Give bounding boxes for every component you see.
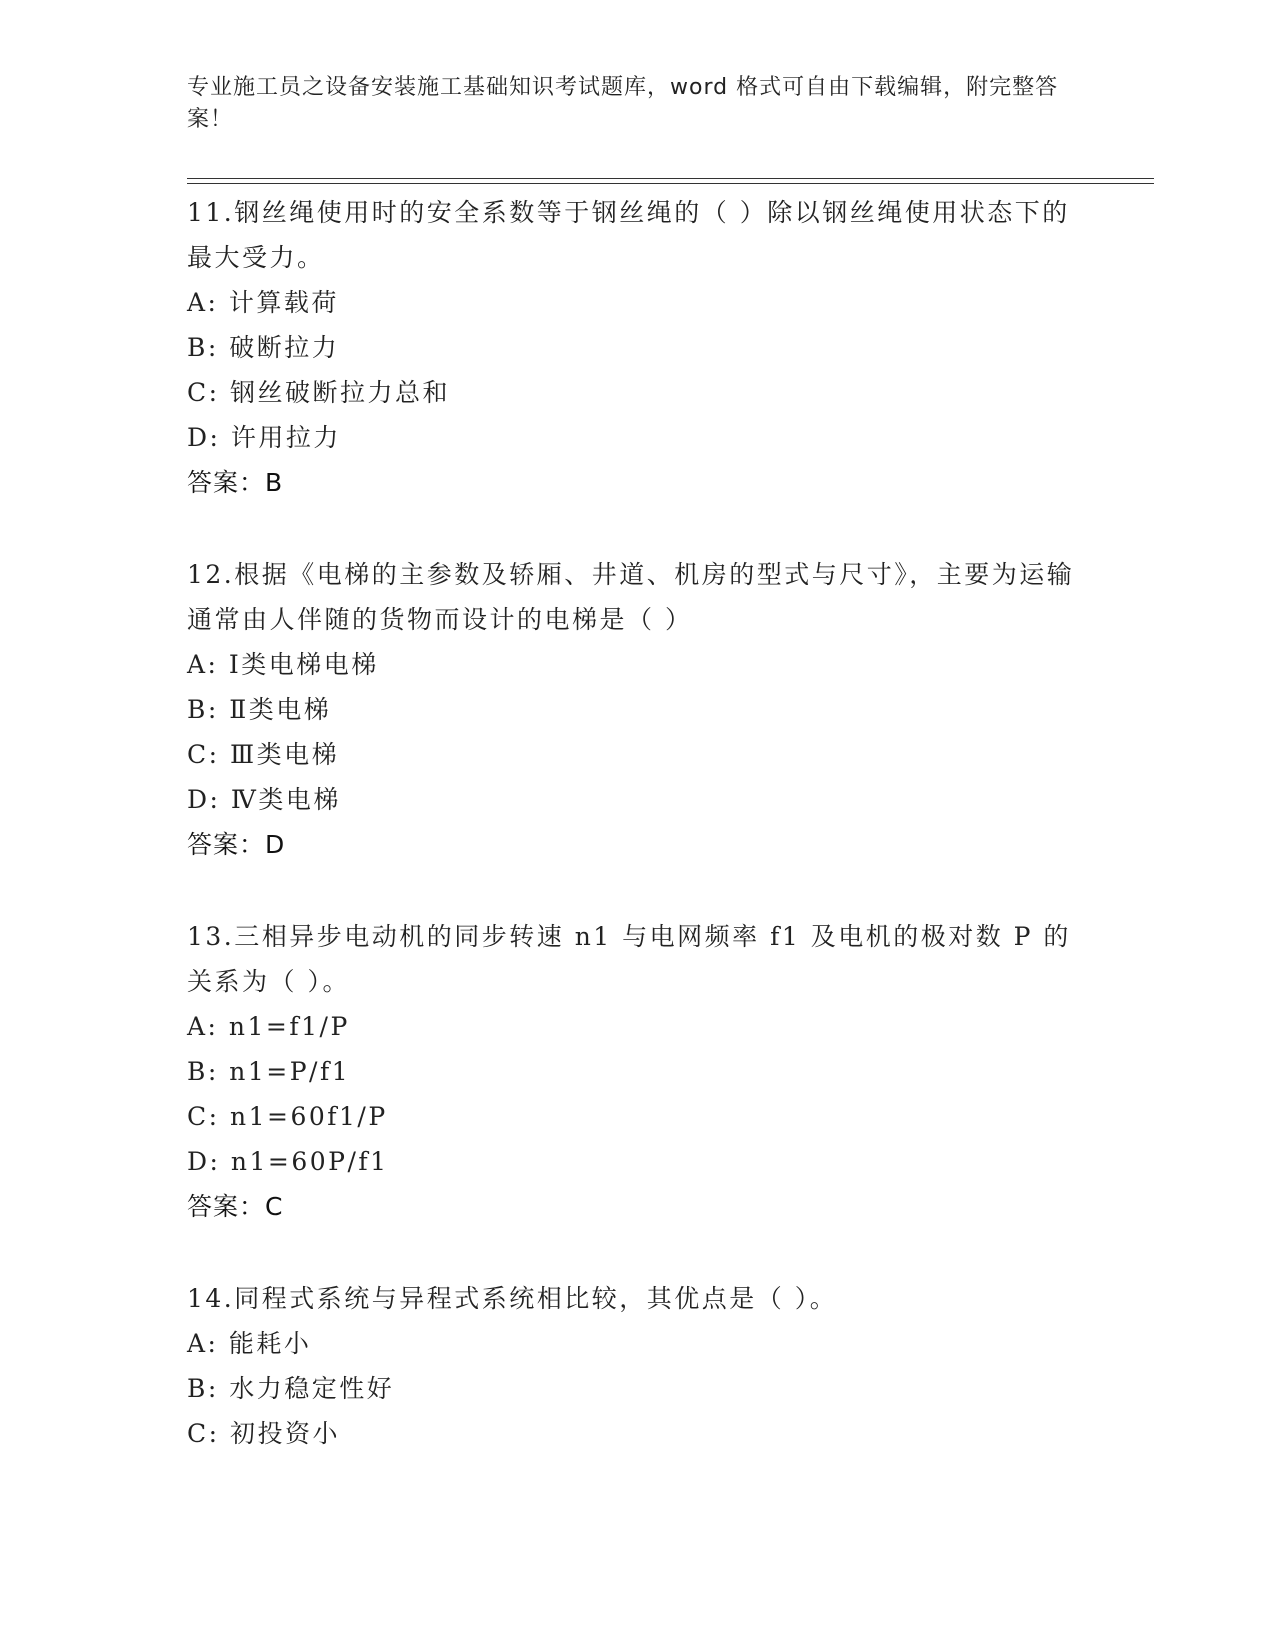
question-spacer [187, 867, 1087, 914]
option-c: C: 钢丝破断拉力总和 [187, 378, 450, 407]
question-list [187, 190, 1087, 1456]
option-a: A: 计算载荷 [187, 288, 339, 317]
header-divider-top [187, 178, 1154, 179]
option-d: D: Ⅳ类电梯 [187, 785, 341, 814]
question-stem: 12.根据《电梯的主参数及轿厢、井道、机房的型式与尺寸》，主要为运输通常由人伴随的货物而设计的电梯是（ ） [187, 560, 1075, 634]
option-b: B: 破断拉力 [187, 333, 340, 362]
option-a: A: Ⅰ类电梯电梯 [187, 650, 379, 679]
option-b: B: Ⅱ类电梯 [187, 695, 332, 724]
header-divider-bottom [187, 183, 1154, 184]
option-d: D: n1=60P/f1 [187, 1147, 389, 1176]
question-14 [187, 1276, 1087, 1456]
option-b: B: n1=P/f1 [187, 1057, 351, 1086]
question-spacer [187, 505, 1087, 552]
option-b: B: 水力稳定性好 [187, 1374, 395, 1403]
question-13 [187, 914, 1087, 1229]
question-stem: 14.同程式系统与异程式系统相比较，其优点是（ ）。 [187, 1284, 838, 1313]
document-header: 专业施工员之设备安装施工基础知识考试题库，word 格式可自由下载编辑，附完整答案！ [187, 75, 1059, 132]
option-d: D: 许用拉力 [187, 423, 341, 452]
question-12 [187, 552, 1087, 867]
option-a: A: n1=f1/P [187, 1012, 350, 1041]
answer-line: 答案：D [187, 830, 286, 859]
option-c: C: n1=60f1/P [187, 1102, 388, 1131]
question-stem: 11.钢丝绳使用时的安全系数等于钢丝绳的（ ）除以钢丝绳使用状态下的最大受力。 [187, 198, 1070, 272]
option-a: A: 能耗小 [187, 1329, 312, 1358]
option-c: C: 初投资小 [187, 1419, 340, 1448]
answer-line: 答案：C [187, 1192, 284, 1221]
option-c: C: Ⅲ类电梯 [187, 740, 340, 769]
question-stem: 13.三相异步电动机的同步转速 n1 与电网频率 f1 及电机的极对数 P 的关系为（ ）。 [187, 922, 1071, 996]
question-spacer [187, 1229, 1087, 1276]
question-11 [187, 190, 1087, 505]
answer-line: 答案：B [187, 468, 284, 497]
